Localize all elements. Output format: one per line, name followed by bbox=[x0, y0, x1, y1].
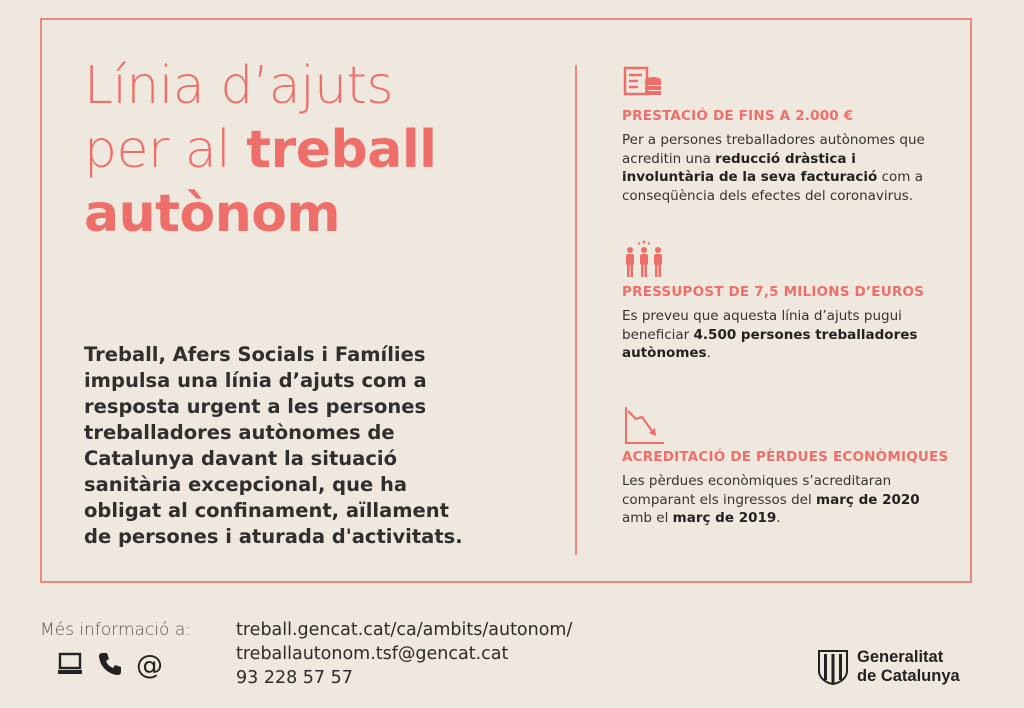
benefit-text-amount: Per a persones treballadores autònomes que acreditin una reducció dràstica i involuntària de la seva facturació com a conseqüència dels efectes del coronavirus. bbox=[622, 132, 925, 204]
email-link[interactable]: treballautonom.tsf@gencat.cat bbox=[236, 644, 509, 664]
website-link[interactable]: treball.gencat.cat/ca/ambits/autonom/ bbox=[236, 620, 573, 640]
title-line-1: Línia d’ajuts bbox=[84, 56, 394, 116]
intro-text: Treball, Afers Socials i Famílies impulsa una línia d’ajuts com a resposta urgent a les persones treballadores autònomes de Catalunya davant la situació sanitària excepcional, que ha obligat al confinament, aïllament de persones i aturada d'activitats. bbox=[84, 343, 463, 548]
benefit-text-budget: Es preveu que aquesta línia d’ajuts pugui beneficiar 4.500 persones treballadores autònomes. bbox=[622, 308, 918, 361]
generalitat-emblem-icon bbox=[817, 649, 849, 685]
title-line-3: autònom bbox=[84, 184, 341, 244]
benefit-heading-amount: PRESTACIÓ DE FINS A 2.000 € bbox=[622, 108, 854, 124]
people-icon bbox=[622, 240, 666, 280]
benefit-text-losses: Les pèrdues econòmiques s’acreditaran comparant els ingressos del març de 2020 amb el març de 2019. bbox=[622, 473, 920, 526]
phone-number[interactable]: 93 228 57 57 bbox=[236, 668, 353, 688]
at-icon: @ bbox=[136, 650, 163, 681]
computer-icon bbox=[56, 651, 84, 681]
contact-icons bbox=[56, 650, 163, 682]
benefit-item-losses bbox=[622, 405, 952, 528]
title-line-2-prefix: per al bbox=[84, 120, 247, 180]
benefit-item-amount bbox=[622, 64, 952, 205]
logo-line-2: de Catalunya bbox=[857, 667, 960, 685]
title-line-2-bold: treball bbox=[246, 120, 437, 180]
benefit-heading-budget: PRESSUPOST DE 7,5 MILIONS D’EUROS bbox=[622, 284, 925, 300]
coins-icon bbox=[622, 64, 666, 104]
vertical-divider bbox=[575, 65, 577, 555]
logo-line-1: Generalitat bbox=[857, 648, 944, 666]
title-line-2 bbox=[84, 118, 554, 182]
page-title bbox=[84, 54, 554, 246]
phone-icon bbox=[96, 650, 124, 682]
more-info-label: Més informació a: bbox=[40, 620, 191, 640]
contact-details bbox=[236, 618, 572, 690]
benefit-heading-losses: ACREDITACIÓ DE PÈRDUES ECONÒMIQUES bbox=[622, 449, 949, 465]
generalitat-logo bbox=[817, 648, 960, 686]
chart-down-icon bbox=[622, 405, 666, 445]
benefit-item-budget bbox=[622, 240, 952, 363]
